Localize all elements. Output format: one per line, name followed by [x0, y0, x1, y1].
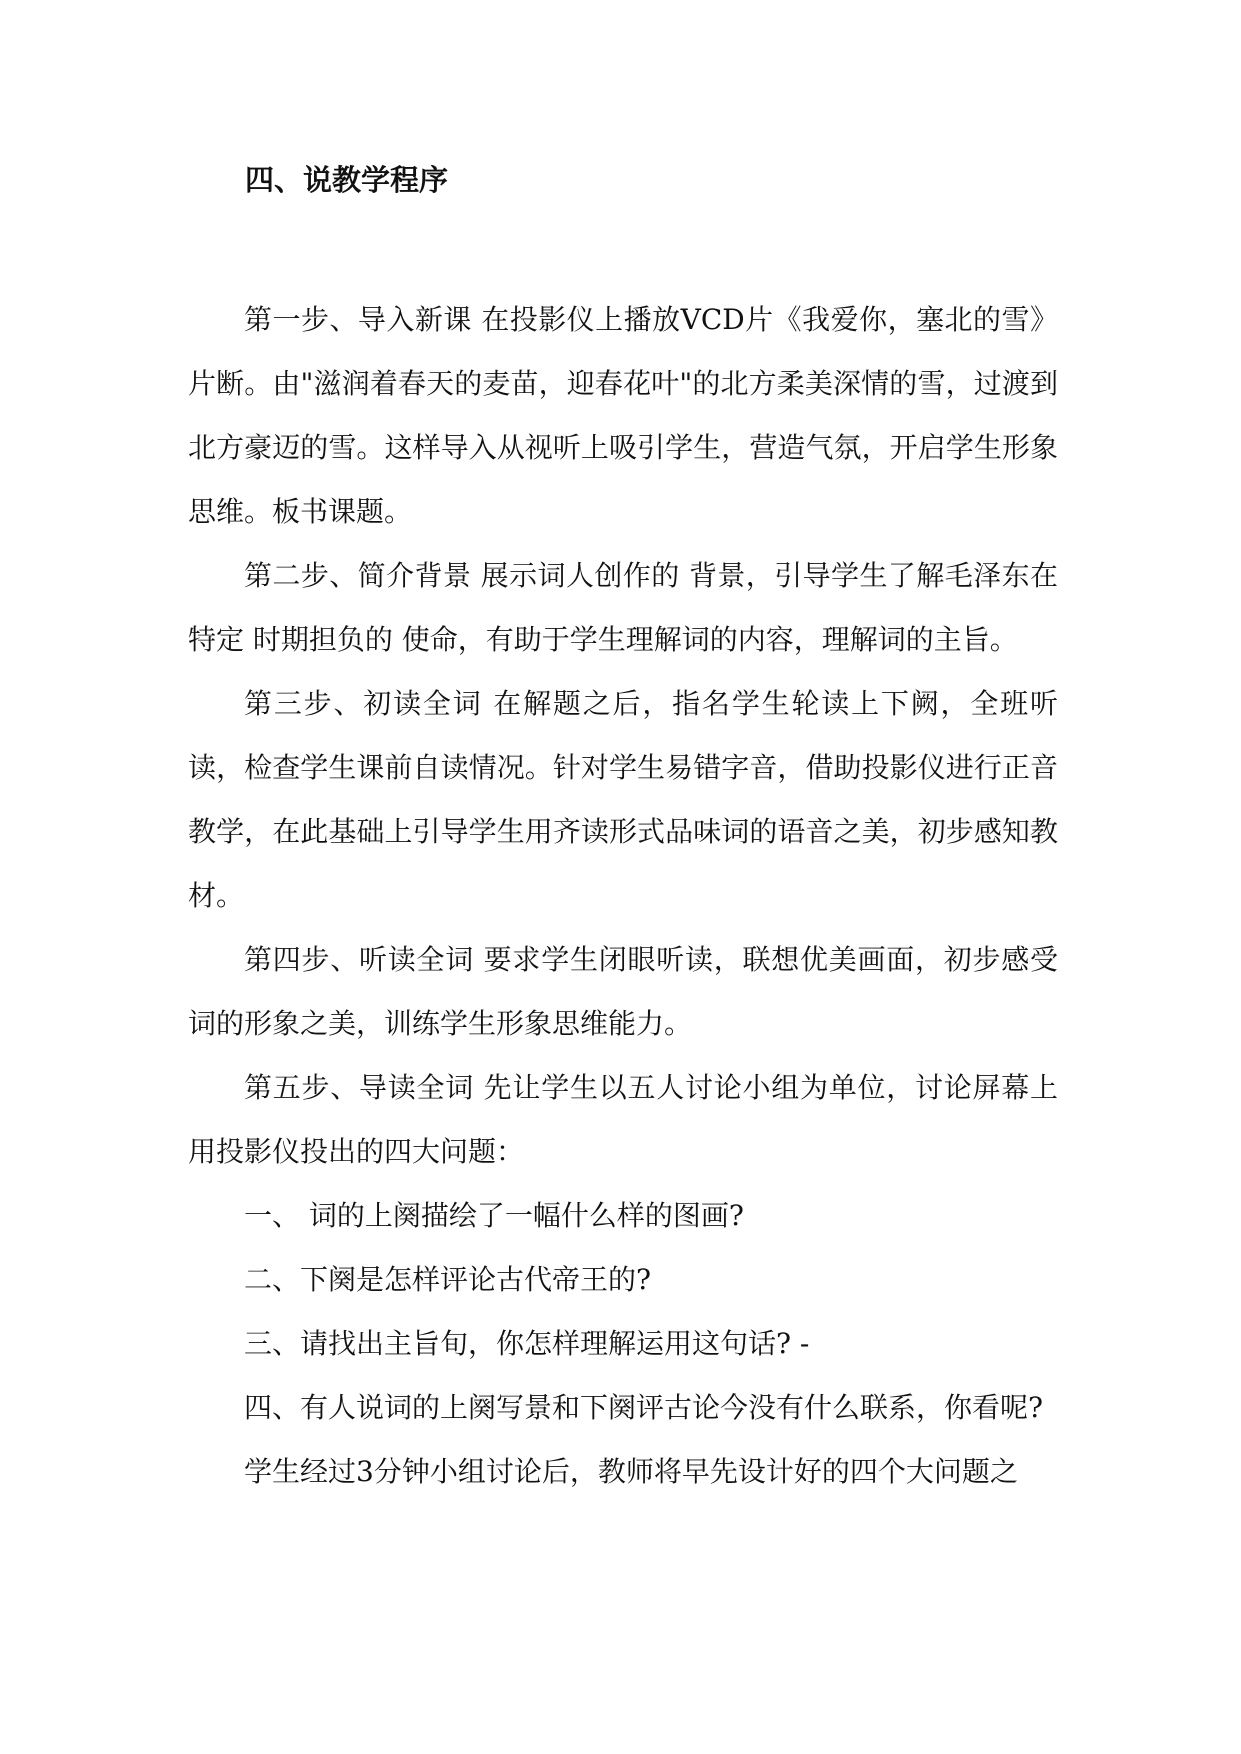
- paragraph-step-5: 第五步、导读全词 先让学生以五人讨论小组为单位，讨论屏幕上用投影仪投出的四大问题：: [188, 1071, 1058, 1168]
- document-body: [188, 288, 1058, 1504]
- paragraph-step-2: 第二步、简介背景 展示词人创作的 背景，引导学生了解毛泽东在特定 时期担负的 使命，有助于学生理解词的内容，理解词的主旨。: [188, 559, 1058, 656]
- question-3: 三、请找出主旨旬，你怎样理解运用这句话? -: [244, 1327, 810, 1360]
- question-4: 四、有人说词的上阕写景和下阕评古论今没有什么联系，你看呢?: [244, 1391, 1044, 1424]
- section-heading: 四、说教学程序: [245, 163, 449, 197]
- closing-line: 学生经过3分钟小组讨论后，教师将早先设计好的四个大问题之: [244, 1455, 1018, 1488]
- paragraph-step-4: 第四步、听读全词 要求学生闭眼听读，联想优美画面，初步感受词的形象之美，训练学生形象思维能力。: [188, 943, 1058, 1040]
- question-2: 二、下阕是怎样评论古代帝王的?: [244, 1263, 652, 1296]
- question-1: 一、 词的上阕描绘了一幅什么样的图画?: [244, 1199, 744, 1232]
- paragraph-step-3: 第三步、初读全词 在解题之后，指名学生轮读上下阙，全班听读，检查学生课前自读情况。针对学生易错字音，借助投影仪进行正音教学，在此基础上引导学生用齐读形式品味词的语音之美，初步感知教材。: [188, 687, 1058, 912]
- paragraph-step-1: 第一步、导入新课 在投影仪上播放VCD片《我爱你，塞北的雪》片断。由"滋润着春天的麦苗，迎春花叶"的北方柔美深情的雪，过渡到北方豪迈的雪。这样导入从视听上吸引学生，营造气氛，开启学生形象思维。板书课题。: [188, 303, 1058, 528]
